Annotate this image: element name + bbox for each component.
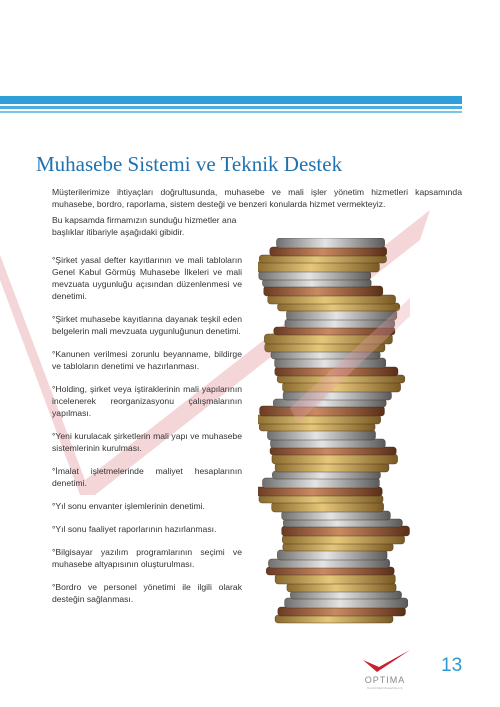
coin: [266, 567, 394, 575]
coin: [268, 295, 396, 304]
coin: [258, 415, 381, 424]
coin: [282, 535, 404, 544]
coin: [272, 502, 384, 512]
coin: [273, 399, 386, 407]
coin: [287, 583, 396, 592]
coin: [272, 454, 398, 464]
list-item: °Kanunen verilmesi zorunlu beyanname, bildirge ve tabloların denetimi ve hazırlanması.: [52, 349, 242, 371]
coin: [282, 526, 410, 536]
coin: [270, 447, 396, 455]
coin: [259, 255, 386, 263]
list-item: °Holding, şirket veya iştiraklerinin mali yapılarının incelenerek reorganizasyonu çalışmalarının yapılması.: [52, 384, 242, 418]
logo-tagline: Yeminli Mali Müşavirlik A.Ş.: [366, 686, 404, 690]
coin: [264, 286, 383, 296]
coin: [282, 511, 391, 520]
coin: [263, 279, 372, 287]
coin: [270, 247, 387, 256]
page-number: 13: [441, 655, 463, 676]
coin: [283, 519, 402, 527]
list-item: °İmalat işletmelerinde maliyet hesaplarının denetimi.: [52, 466, 242, 488]
coin: [275, 358, 386, 368]
coin: [278, 303, 400, 311]
coin: [285, 319, 395, 328]
list-item: °Şirket yasal defter kayıtlarının ve mali tabloların Genel Kabul Görmüş Muhasebe İlkeleri ve mali mevzuata uygunluğu açısından düzenlenmesi ve denetimi.: [52, 255, 242, 301]
list-item: °Yeni kurulacak şirketlerin mali yapı ve muhasebe sistemlerinin kurulması.: [52, 431, 242, 453]
coin: [267, 430, 375, 440]
list-item: °Yıl sonu faaliyet raporlarının hazırlanması.: [52, 524, 217, 534]
list-item: °Bordro ve personel yönetimi ile ilgili olarak desteğin sağlanması.: [52, 582, 242, 604]
coin: [258, 487, 382, 496]
intro-paragraph: Müşterilerimize ihtiyaçları doğrultusunda, muhasebe ve mali işler yönetim hizmetleri kapsamında muhasebe, bordro, raporlama, sistem desteği ve benzeri konularda hizmet vermekteyiz.: [52, 187, 462, 209]
coin: [277, 238, 385, 248]
header-stripes: [0, 96, 462, 113]
coin: [268, 559, 389, 568]
list-item: °Yıl sonu envanter işlemlerinin denetimi.: [52, 501, 205, 511]
coin: [260, 406, 385, 416]
coin: [258, 262, 379, 272]
list-item: °Bilgisayar yazılım programlarının seçimi ve muhasebe altyapısının oluşturulması.: [52, 547, 242, 569]
coin: [259, 271, 371, 280]
coin: [275, 463, 389, 472]
coin: [283, 382, 401, 392]
lead-paragraph: Bu kapsamda firmamızın sunduğu hizmetler ana başlıklar itibariyle aşağıdaki gibidir.: [52, 215, 237, 237]
coin: [286, 310, 396, 320]
logo-wordmark: OPTIMA: [364, 675, 406, 685]
logo-check-icon: [355, 648, 415, 676]
page-title: Muhasebe Sistemi ve Teknik Destek: [36, 152, 343, 176]
coin: [285, 598, 408, 608]
coin: [272, 471, 380, 479]
coin: [262, 478, 379, 488]
coin: [283, 543, 393, 551]
coin: [283, 391, 391, 400]
list-item: °Şirket muhasebe kayıtlarına dayanak teşkil eden belgelerin mali mevzuata uygunluğunun denetimi.: [52, 314, 242, 336]
coin: [275, 615, 393, 623]
coin: [278, 607, 406, 616]
optima-logo: [355, 648, 415, 698]
coin: [259, 423, 375, 431]
coin: [290, 591, 401, 599]
coin-stack-image: [258, 238, 410, 633]
coin: [277, 550, 387, 560]
coin: [270, 439, 385, 448]
coin: [275, 574, 395, 584]
service-list: [52, 254, 242, 616]
